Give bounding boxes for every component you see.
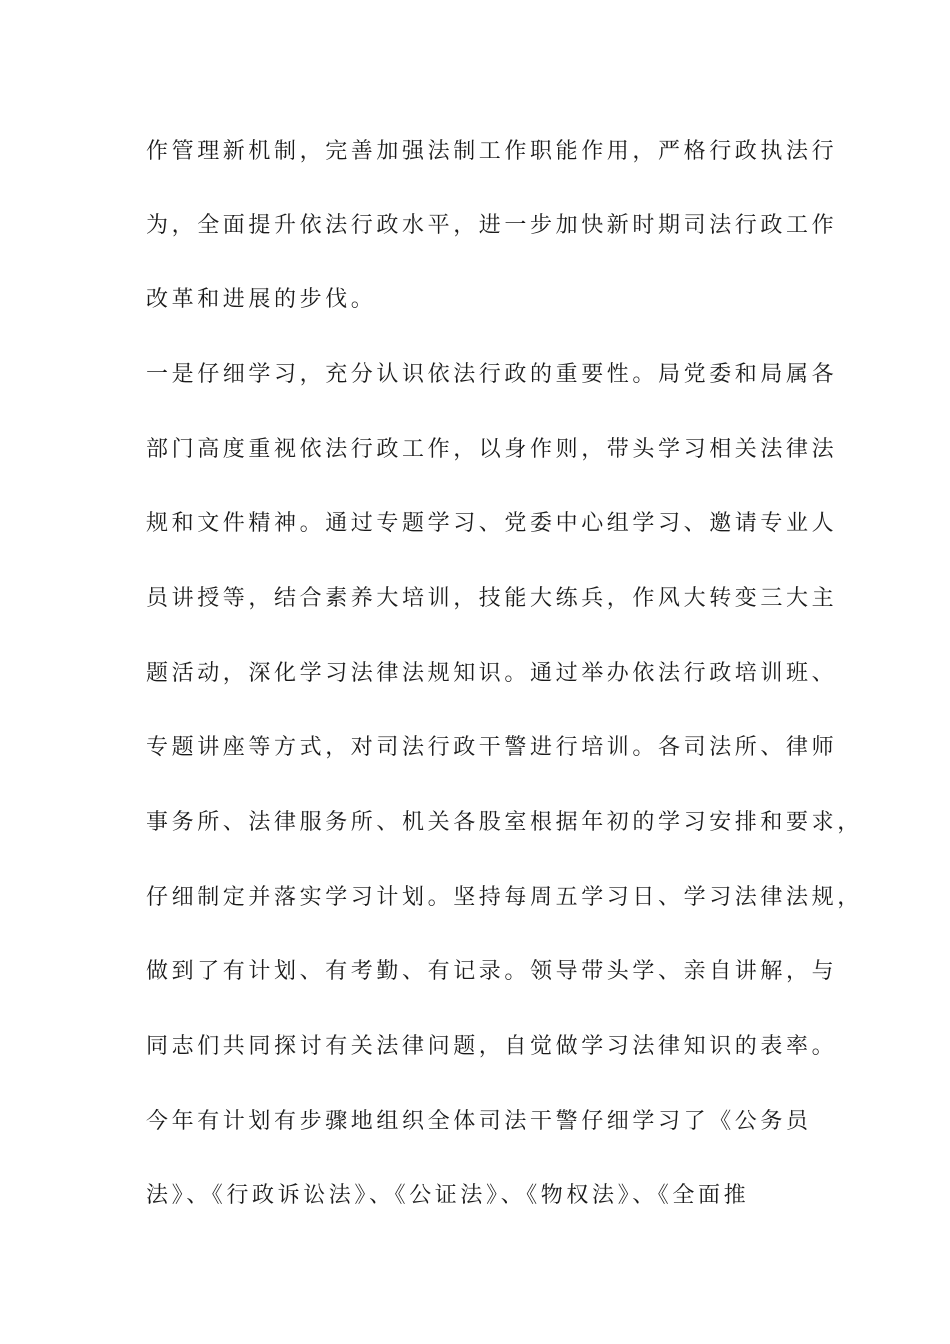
text-line: 法》、《行政诉讼法》、《公证法》、《物权法》、《全面推 xyxy=(146,1183,750,1208)
text-line: 员讲授等，结合素养大培训，技能大练兵，作风大转变三大主 xyxy=(146,586,838,611)
text-line: 今年有计划有步骤地组织全体司法干警仔细学习了《公务员 xyxy=(146,1109,812,1134)
text-line: 改革和进展的步伐。 xyxy=(146,287,377,312)
text-line: 做到了有计划、有考勤、有记录。领导带头学、亲自讲解，与 xyxy=(146,959,838,984)
text-line: 专题讲座等方式，对司法行政干警进行培训。各司法所、律师 xyxy=(146,735,838,760)
text-line: 仔细制定并落实学习计划。坚持每周五学习日、学习法律法规， xyxy=(146,885,863,910)
text-line: 题活动，深化学习法律法规知识。通过举办依法行政培训班、 xyxy=(146,661,838,686)
text-line: 为，全面提升依法行政水平，进一步加快新时期司法行政工作 xyxy=(146,213,838,238)
text-line: 部门高度重视依法行政工作，以身作则，带头学习相关法律法 xyxy=(146,437,838,462)
text-line: 事务所、法律服务所、机关各股室根据年初的学习安排和要求， xyxy=(146,810,863,835)
text-line: 一是仔细学习，充分认识依法行政的重要性。局党委和局属各 xyxy=(146,362,838,387)
text-line: 同志们共同探讨有关法律问题，自觉做学习法律知识的表率。 xyxy=(146,1034,838,1059)
text-line: 规和文件精神。通过专题学习、党委中心组学习、邀请专业人 xyxy=(146,511,838,536)
text-line: 作管理新机制，完善加强法制工作职能作用，严格行政执法行 xyxy=(146,139,838,164)
